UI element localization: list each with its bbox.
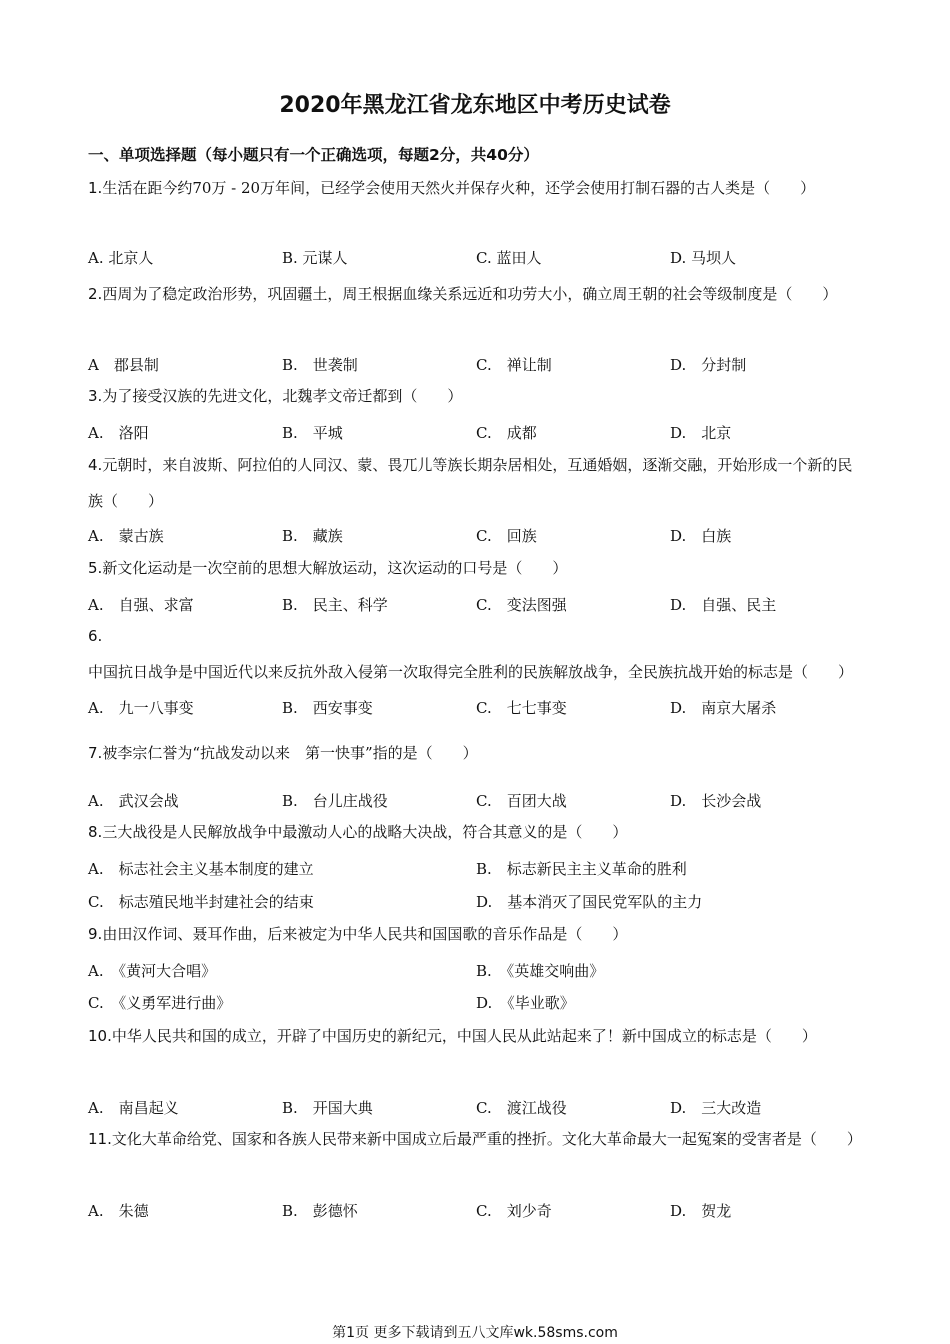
question-text: 新文化运动是一次空前的思想大解放运动，这次运动的口号是（ ） xyxy=(102,559,568,577)
option-a: A. 标志社会主义基本制度的建立 xyxy=(88,860,314,878)
question-text: 文化大革命给党、国家和各族人民带来新中国成立后最严重的挫折。文化大革命最大一起冤案的受害者是（ ） xyxy=(111,1130,862,1148)
option-d: D. 马坝人 xyxy=(670,249,737,267)
page-footer: 第1页 更多下载请到五八文库wk.58sms.com xyxy=(332,1325,618,1341)
option-b: B. 藏族 xyxy=(282,527,343,545)
section-heading: 一、单项选择题（每小题只有一个正确选项，每题2分，共40分） xyxy=(88,146,539,164)
options-row-4 xyxy=(88,525,868,549)
question-3 xyxy=(88,378,863,414)
question-number: 3. xyxy=(88,387,103,405)
option-a: A. 武汉会战 xyxy=(88,792,179,810)
option-a: A. 北京人 xyxy=(88,249,154,267)
question-text: 被李宗仁誉为“抗战发动以来 第一快事”指的是（ ） xyxy=(102,744,478,762)
question-text: 生活在距今约70万 - 20万年间，已经学会使用天然火并保存火种，还学会使用打制石器的古人类是（ ） xyxy=(102,179,816,197)
question-11 xyxy=(88,1121,863,1157)
option-d: D. 基本消灭了国民党军队的主力 xyxy=(476,893,703,911)
question-text: 中华人民共和国的成立，开辟了中国历史的新纪元，中国人民从此站起来了！新中国成立的标志是（ ） xyxy=(111,1027,817,1045)
question-number: 2. xyxy=(88,285,103,303)
option-a: A. 自强、求富 xyxy=(88,596,194,614)
option-a: A. 九一八事变 xyxy=(88,699,194,717)
option-c: C. 渡江战役 xyxy=(476,1099,567,1117)
options-row-5 xyxy=(88,594,868,618)
question-number: 7. xyxy=(88,744,103,762)
option-c: C. 禅让制 xyxy=(476,356,552,374)
options-row-2 xyxy=(88,354,868,378)
question-6 xyxy=(88,618,863,690)
options-row-9b xyxy=(88,992,868,1016)
option-a: A. 蒙古族 xyxy=(88,527,164,545)
question-text: 为了接受汉族的先进文化，北魏孝文帝迁都到（ ） xyxy=(102,387,463,405)
option-c: C. 刘少奇 xyxy=(476,1202,552,1220)
option-c: C. 七七事变 xyxy=(476,699,567,717)
question-text: 三大战役是人民解放战争中最激动人心的战略大决战，符合其意义的是（ ） xyxy=(102,823,628,841)
options-row-6 xyxy=(88,697,868,721)
option-d: D. 北京 xyxy=(670,424,732,442)
options-row-7 xyxy=(88,790,868,814)
question-text: 由田汉作词、聂耳作曲，后来被定为中华人民共和国国歌的音乐作品是（ ） xyxy=(102,925,628,943)
question-4 xyxy=(88,447,863,519)
option-c: C. 变法图强 xyxy=(476,596,567,614)
option-d: D. 三大改造 xyxy=(670,1099,762,1117)
question-9 xyxy=(88,916,863,952)
option-a: A. 南昌起义 xyxy=(88,1099,179,1117)
option-b: B. 标志新民主主义革命的胜利 xyxy=(476,860,687,878)
options-row-9a xyxy=(88,960,868,984)
option-c: C. 《义勇军进行曲》 xyxy=(88,994,232,1012)
options-row-10 xyxy=(88,1097,868,1121)
option-b: B. 平城 xyxy=(282,424,343,442)
question-text: 中国抗日战争是中国近代以来反抗外敌入侵第一次取得完全胜利的民族解放战争，全民族抗战开始的标志是（ ） xyxy=(88,663,854,681)
option-c: C. 蓝田人 xyxy=(476,249,542,267)
question-text: 元朝时，来自波斯、阿拉伯的人同汉、蒙、畏兀儿等族长期杂居相处，互通婚姻，逐渐交融，开始形成一个新的民族（ ） xyxy=(88,456,853,510)
option-a: A. 洛阳 xyxy=(88,424,149,442)
question-number: 9. xyxy=(88,925,103,943)
option-b: B. 西安事变 xyxy=(282,699,373,717)
option-d: D. 长沙会战 xyxy=(670,792,762,810)
option-b: B. 世袭制 xyxy=(282,356,358,374)
option-b: B. 开国大典 xyxy=(282,1099,373,1117)
question-number: 4. xyxy=(88,456,103,474)
option-a: A. 朱德 xyxy=(88,1202,149,1220)
option-d: D. 《毕业歌》 xyxy=(476,994,575,1012)
option-a: A 郡县制 xyxy=(88,356,159,374)
question-1 xyxy=(88,170,863,206)
options-row-11 xyxy=(88,1200,868,1224)
option-d: D. 贺龙 xyxy=(670,1202,732,1220)
question-number: 6. xyxy=(88,627,103,645)
option-c: C. 标志殖民地半封建社会的结束 xyxy=(88,893,314,911)
option-d: D. 白族 xyxy=(670,527,732,545)
option-b: B. 台儿庄战役 xyxy=(282,792,388,810)
question-8 xyxy=(88,814,863,850)
question-7 xyxy=(88,735,863,771)
question-text: 西周为了稳定政治形势，巩固疆土，周王根据血缘关系远近和功劳大小，确立周王朝的社会等级制度是（ ） xyxy=(102,285,838,303)
question-number: 11. xyxy=(88,1130,112,1148)
option-d: D. 自强、民主 xyxy=(670,596,777,614)
question-number: 8. xyxy=(88,823,103,841)
question-5 xyxy=(88,550,863,586)
option-b: B. 民主、科学 xyxy=(282,596,388,614)
question-number: 5. xyxy=(88,559,103,577)
option-c: C. 百团大战 xyxy=(476,792,567,810)
options-row-8b xyxy=(88,891,868,915)
option-d: D. 分封制 xyxy=(670,356,747,374)
option-b: B. 《英雄交响曲》 xyxy=(476,962,605,980)
options-row-8a xyxy=(88,858,868,882)
option-d: D. 南京大屠杀 xyxy=(670,699,777,717)
options-row-3 xyxy=(88,422,868,446)
option-a: A. 《黄河大合唱》 xyxy=(88,962,217,980)
question-2 xyxy=(88,276,863,312)
option-c: C. 成都 xyxy=(476,424,537,442)
option-b: B. 元谋人 xyxy=(282,249,348,267)
question-number: 10. xyxy=(88,1027,112,1045)
option-b: B. 彭德怀 xyxy=(282,1202,358,1220)
question-10 xyxy=(88,1018,863,1054)
options-row-1 xyxy=(88,247,868,271)
question-number: 1. xyxy=(88,179,103,197)
option-c: C. 回族 xyxy=(476,527,537,545)
page-title: 2020年黑龙江省龙东地区中考历史试卷 xyxy=(279,93,671,118)
